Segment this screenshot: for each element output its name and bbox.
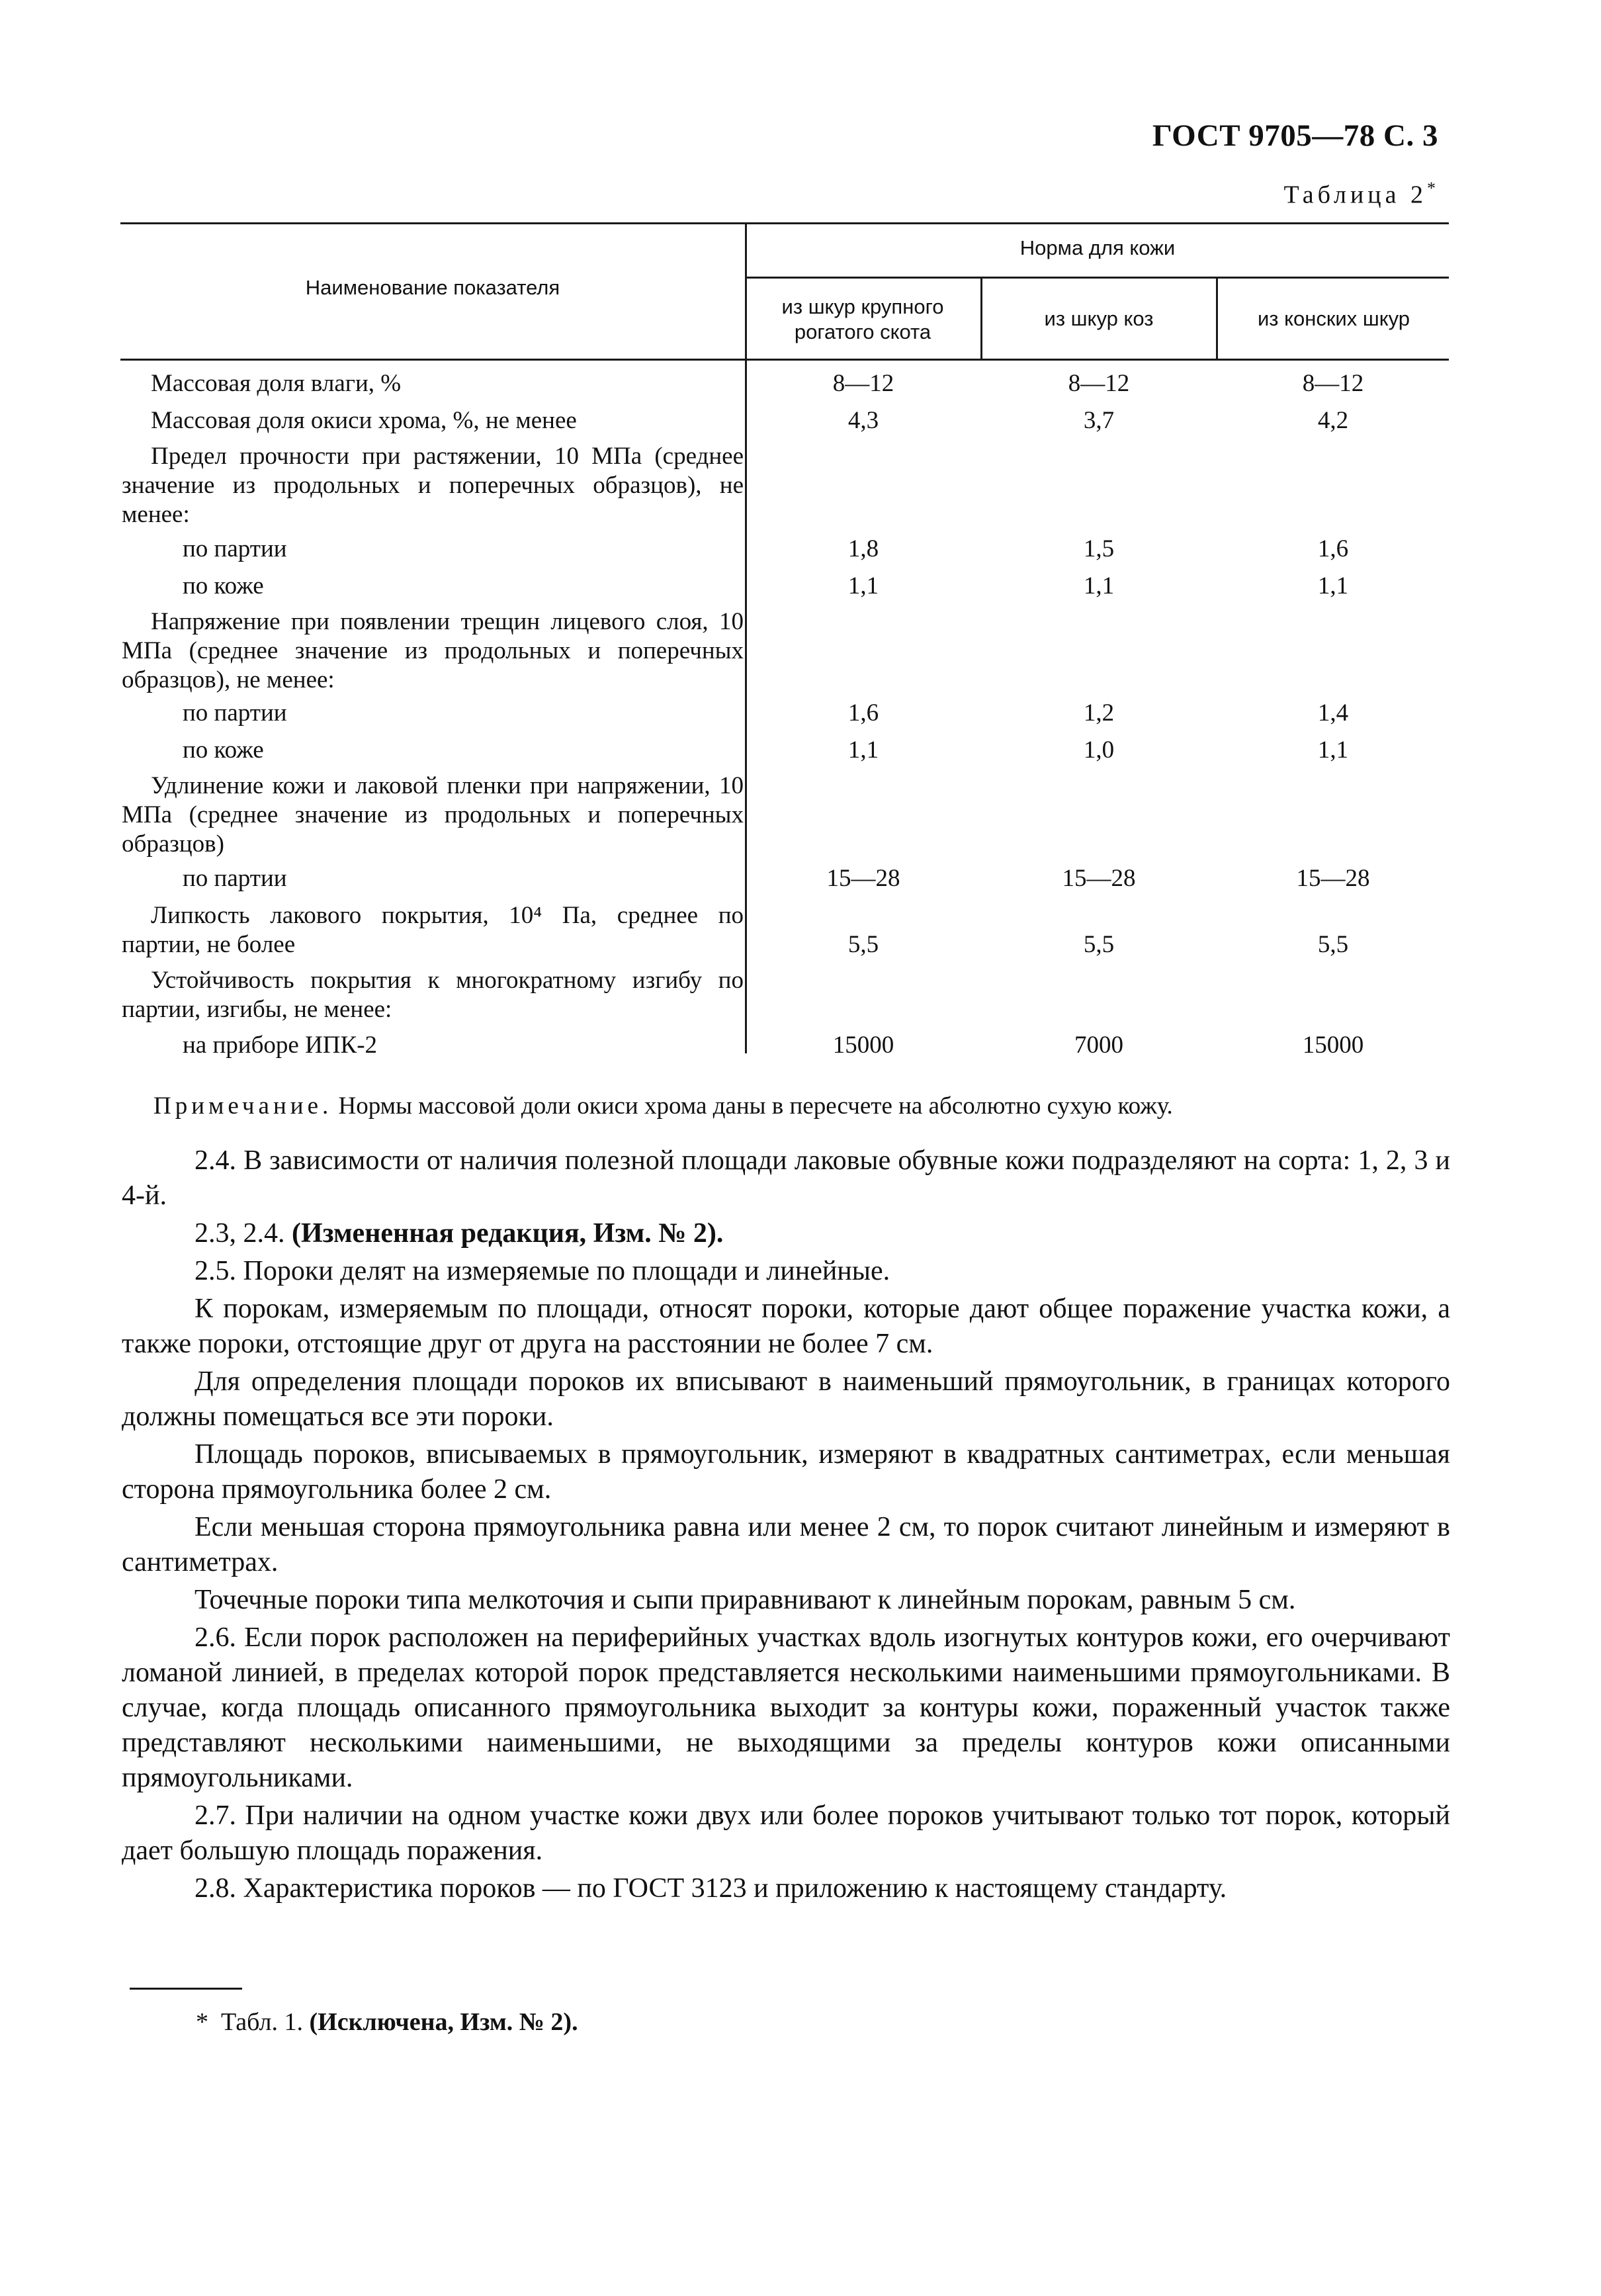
row-label: Напряжение при появлении трещин лицевого слоя, 10 МПа (среднее значение из продольных и поперечных образцов), не менее: xyxy=(122,608,744,693)
row-value: 8—12 xyxy=(832,370,894,397)
footnote-bold: (Исключена, Изм. № 2). xyxy=(309,2008,578,2036)
footnote-rule xyxy=(130,1988,242,1990)
paragraph: К порокам, измеряемым по площади, относят пороки, которые дают общее поражение участка кожи, а также пороки, отстоящие друг от друга на расстоянии не более 7 см. xyxy=(122,1294,1450,1359)
col-header-cattle: из шкур крупного рогатого скота xyxy=(781,295,944,343)
row-label: по коже xyxy=(183,736,264,764)
row-value: 15—28 xyxy=(1296,865,1370,892)
row-value: 1,6 xyxy=(847,699,879,727)
row-value: 5,5 xyxy=(1317,931,1349,958)
row-label: по партии xyxy=(183,865,287,892)
table-header-rule xyxy=(120,359,1449,361)
page-header: ГОСТ 9705—78 С. 3 xyxy=(1152,118,1438,153)
row-value: 1,6 xyxy=(1317,535,1349,562)
body-text xyxy=(122,1143,1450,1909)
row-value: 15—28 xyxy=(1062,865,1136,892)
row-label: Устойчивость покрытия к многократному изгибу по партии, изгибы, не менее: xyxy=(122,967,744,1023)
table-caption-text: Таблица 2 xyxy=(1283,181,1427,209)
row-label: Удлинение кожи и лаковой пленки при напряжении, 10 МПа (среднее значение из продольных и поперечных образцов) xyxy=(122,772,744,858)
note-text: Нормы массовой доли окиси хрома даны в пересчете на абсолютно сухую кожу. xyxy=(338,1092,1173,1120)
paragraph: 2.5. Пороки делят на измеряемые по площади и линейные. xyxy=(195,1256,890,1286)
paragraph: 2.6. Если порок расположен на периферийных участках вдоль изогнутых контуров кожи, его очерчивают ломаной линией, в пределах которой порок представляется несколькими наименьшими прямоугольниками. В случае, когда площадь описанного прямоугольника выходит за контуры кожи, пораженный участок также представляют несколькими наименьшими, не выходящими за пределы контуров кожи описанными прямоугольниками. xyxy=(122,1622,1450,1793)
row-value: 15000 xyxy=(832,1032,894,1059)
row-value: 4,2 xyxy=(1317,407,1349,434)
row-value: 1,0 xyxy=(1083,736,1115,764)
paragraph: 2.7. При наличии на одном участке кожи двух или более пороков учитывают только тот порок, который дает большую площадь поражения. xyxy=(122,1800,1450,1866)
row-label: Массовая доля окиси хрома, %, не менее xyxy=(151,407,577,434)
table-top-rule xyxy=(120,222,1449,224)
amendment-paragraph xyxy=(122,1216,1450,1251)
table-caption-mark: * xyxy=(1427,179,1436,198)
row-label: на приборе ИПК-2 xyxy=(183,1032,378,1059)
row-value: 1,4 xyxy=(1317,699,1349,727)
row-label: по партии xyxy=(183,699,287,727)
row-value: 1,1 xyxy=(1317,736,1349,764)
row-value: 15000 xyxy=(1302,1032,1364,1059)
row-value: 1,1 xyxy=(1083,572,1115,599)
table-caption xyxy=(1283,179,1436,210)
row-value: 7000 xyxy=(1074,1032,1123,1059)
row-value: 3,7 xyxy=(1083,407,1115,434)
col-name-header: Наименование показателя xyxy=(305,276,560,299)
footnote-text: Табл. 1. xyxy=(221,2008,303,2036)
row-value: 5,5 xyxy=(1083,931,1115,958)
row-label: по коже xyxy=(183,572,264,599)
row-value: 1,1 xyxy=(847,572,879,599)
col-header-goat: из шкур коз xyxy=(1044,307,1154,330)
row-value: 1,1 xyxy=(1317,572,1349,599)
row-value: 1,1 xyxy=(847,736,879,764)
footnote xyxy=(196,2008,578,2037)
paragraph: Если меньшая сторона прямоугольника равна или менее 2 см, то порок считают линейным и измеряют в сантиметрах. xyxy=(122,1512,1450,1577)
paragraph: 2.8. Характеристика пороков — по ГОСТ 3123 и приложению к настоящему стандарту. xyxy=(195,1873,1227,1904)
amendment-prefix: 2.3, 2.4. xyxy=(195,1218,285,1249)
table-divider-col2 xyxy=(980,278,982,359)
paragraph: 2.4. В зависимости от наличия полезной площади лаковые обувные кожи подразделяют на сорта: 1, 2, 3 и 4-й. xyxy=(122,1145,1450,1211)
row-value: 1,5 xyxy=(1083,535,1115,562)
row-label: по партии xyxy=(183,535,287,562)
row-label: Липкость лакового покрытия, 10⁴ Па, среднее по партии, не более xyxy=(122,902,744,958)
amendment-note: (Измененная редакция, Изм. № 2). xyxy=(292,1218,724,1249)
note-prefix: Примечание. xyxy=(153,1092,333,1120)
row-label: Массовая доля влаги, % xyxy=(151,370,402,397)
row-value: 5,5 xyxy=(847,931,879,958)
paragraph: Площадь пороков, вписываемых в прямоугольник, измеряют в квадратных сантиметрах, если меньшая сторона прямоугольника более 2 см. xyxy=(122,1439,1450,1505)
row-value: 1,8 xyxy=(847,535,879,562)
col-header-horse: из конских шкур xyxy=(1257,307,1410,330)
table-group-rule xyxy=(745,277,1449,279)
row-value: 15—28 xyxy=(826,865,900,892)
row-label: Предел прочности при растяжении, 10 МПа (среднее значение из продольных и поперечных образцов), не менее: xyxy=(122,443,744,528)
paragraph: Для определения площади пороков их вписывают в наименьший прямоугольник, в границах которого должны помещаться все эти пороки. xyxy=(122,1366,1450,1432)
row-value: 1,2 xyxy=(1083,699,1115,727)
footnote-mark: * xyxy=(196,2008,208,2036)
group-header: Норма для кожи xyxy=(1019,236,1176,259)
row-value: 4,3 xyxy=(847,407,879,434)
paragraph: Точечные пороки типа мелкоточия и сыпи приравнивают к линейным порокам, равным 5 см. xyxy=(195,1585,1296,1615)
row-value: 8—12 xyxy=(1302,370,1364,397)
table-note xyxy=(153,1092,1173,1120)
table-divider-col3 xyxy=(1216,278,1218,359)
row-value: 8—12 xyxy=(1068,370,1130,397)
